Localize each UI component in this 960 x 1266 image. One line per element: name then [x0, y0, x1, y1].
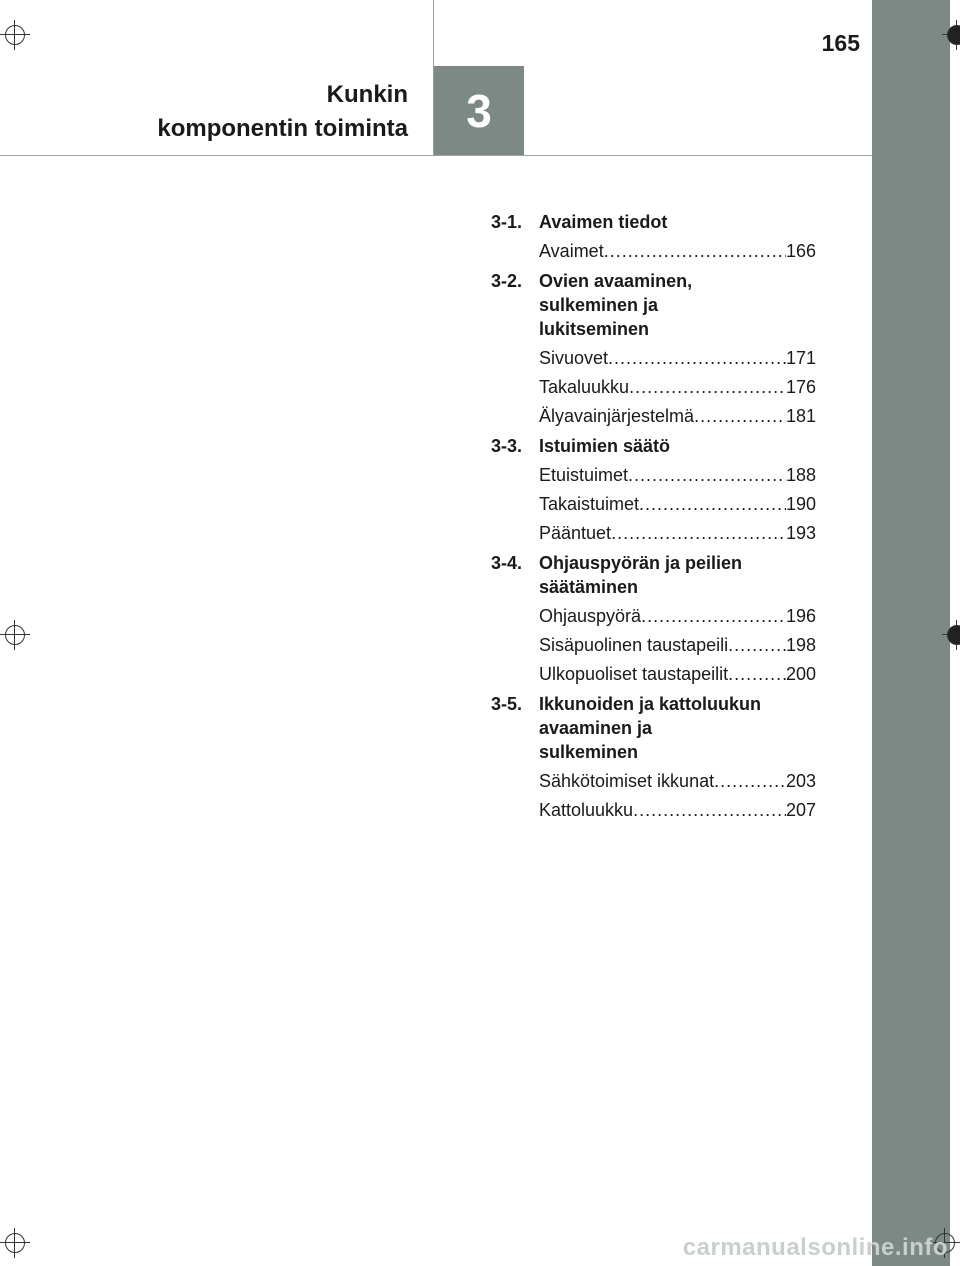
entry-label: Ulkopuoliset taustapeilit — [539, 664, 729, 684]
page-number: 165 — [821, 30, 860, 56]
entry-label: Avaimet — [539, 241, 604, 261]
section-title-line: säätäminen — [539, 577, 639, 597]
entry-page: 198 — [785, 635, 816, 655]
section-number: 3-5. — [491, 694, 523, 714]
entry-label: Pääntuet — [539, 523, 612, 543]
toc-entry[interactable] — [539, 798, 816, 822]
chapter-side-tab — [872, 0, 950, 1266]
toc-entry[interactable] — [539, 375, 816, 399]
section-title-line: Ovien avaaminen, — [539, 271, 693, 291]
entry-page: 188 — [785, 465, 816, 485]
toc-entry[interactable] — [539, 239, 816, 263]
entry-page: 196 — [785, 606, 816, 626]
registration-mark-icon — [942, 620, 960, 650]
entry-label: Sähkötoimiset ikkunat — [539, 771, 715, 791]
section-title-line: Avaimen tiedot — [539, 212, 668, 232]
entry-label: Kattoluukku — [539, 800, 634, 820]
leader-dots — [628, 463, 786, 487]
entry-page: 176 — [785, 377, 816, 397]
toc-entry[interactable] — [539, 662, 816, 686]
toc-entry[interactable] — [539, 633, 816, 657]
leader-dots — [639, 492, 786, 516]
entry-label: Takaistuimet — [539, 494, 640, 514]
crop-mark-icon — [0, 20, 30, 50]
toc-entry[interactable] — [539, 346, 816, 370]
chapter-number-box — [434, 66, 524, 155]
entry-page: 171 — [785, 348, 816, 368]
leader-dots — [633, 798, 786, 822]
leader-dots — [611, 521, 786, 545]
header-divider — [0, 155, 872, 156]
section-title — [539, 210, 667, 234]
section-title-line: Istuimien säätö — [539, 436, 671, 456]
section-title-line: sulkeminen — [539, 742, 639, 762]
watermark: carmanualsonline.info — [682, 1234, 948, 1261]
table-of-contents — [491, 210, 816, 822]
toc-section — [491, 692, 816, 764]
leader-dots — [694, 404, 786, 428]
entry-label: Sivuovet — [539, 348, 609, 368]
section-title-line: avaaminen ja — [539, 718, 653, 738]
section-title — [539, 551, 742, 599]
crop-mark-icon — [0, 620, 30, 650]
chapter-title-line: Kunkin — [326, 81, 408, 108]
toc-section — [491, 551, 816, 599]
toc-entry[interactable] — [539, 463, 816, 487]
leader-dots — [641, 604, 786, 628]
section-title-line: Ikkunoiden ja kattoluukun — [539, 694, 762, 714]
section-title-line: sulkeminen ja — [539, 295, 659, 315]
entry-page: 166 — [785, 241, 816, 261]
toc-entry[interactable] — [539, 404, 816, 428]
chapter-title-line: komponentin toiminta — [157, 115, 408, 142]
entry-page: 207 — [785, 800, 816, 820]
leader-dots — [714, 769, 786, 793]
leader-dots — [728, 662, 786, 686]
entry-label: Etuistuimet — [539, 465, 629, 485]
leader-dots — [604, 239, 786, 263]
section-title-line: Ohjauspyörän ja peilien — [539, 553, 743, 573]
toc-entry[interactable] — [539, 521, 816, 545]
section-title — [539, 434, 670, 458]
entry-label: Älyavainjärjestelmä — [539, 406, 695, 426]
section-title — [539, 269, 692, 341]
registration-mark-icon — [942, 20, 960, 50]
toc-entry[interactable] — [539, 492, 816, 516]
toc-section — [491, 210, 816, 234]
leader-dots — [608, 346, 786, 370]
chapter-title — [157, 78, 408, 146]
toc-section — [491, 434, 816, 458]
entry-page: 190 — [785, 494, 816, 514]
entry-page: 203 — [785, 771, 816, 791]
crop-mark-icon — [0, 1228, 30, 1258]
toc-entry[interactable] — [539, 769, 816, 793]
entry-label: Sisäpuolinen taustapeili — [539, 635, 729, 655]
section-number: 3-4. — [491, 553, 523, 573]
toc-entry[interactable] — [539, 604, 816, 628]
leader-dots — [728, 633, 786, 657]
section-number: 3-3. — [491, 436, 523, 456]
entry-label: Ohjauspyörä — [539, 606, 642, 626]
entry-page: 200 — [785, 664, 816, 684]
section-number: 3-1. — [491, 212, 523, 232]
entry-label: Takaluukku — [539, 377, 630, 397]
leader-dots — [629, 375, 786, 399]
entry-page: 193 — [785, 523, 816, 543]
section-number: 3-2. — [491, 271, 523, 291]
chapter-number: 3 — [466, 84, 492, 137]
section-title-line: lukitseminen — [539, 319, 650, 339]
entry-page: 181 — [785, 406, 816, 426]
section-title — [539, 692, 761, 764]
toc-section — [491, 269, 816, 341]
